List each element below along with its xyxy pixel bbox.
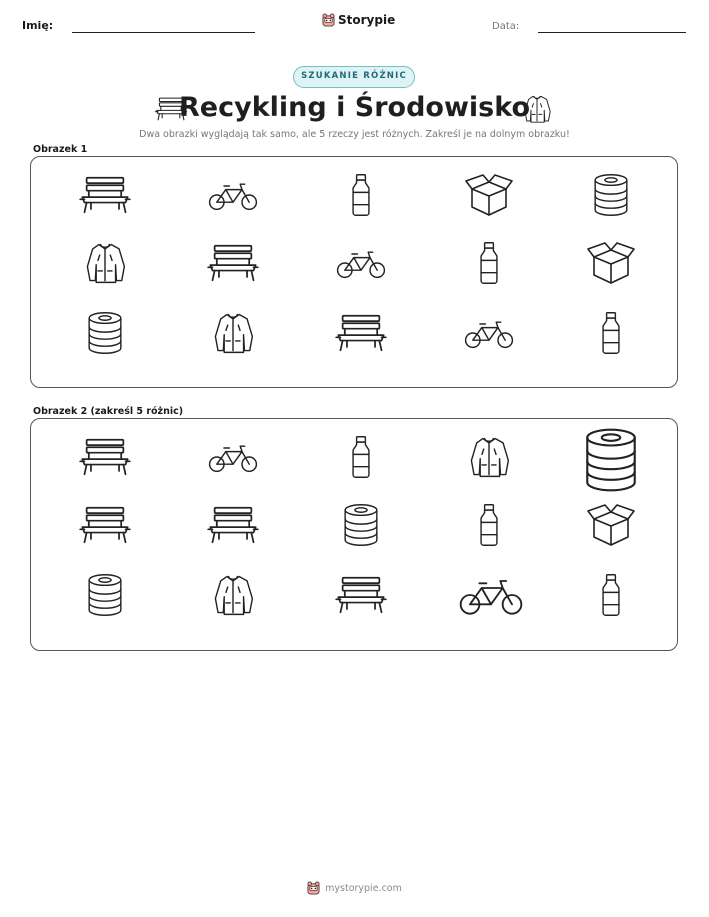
jacket-icon [520,94,554,124]
bicycle-icon[interactable] [456,571,526,619]
bench-icon [206,241,260,285]
bottle-icon [334,173,388,217]
bottle-icon [584,311,638,355]
footer [0,881,709,895]
footer-site[interactable]: mystorypie.com [325,882,402,894]
bench-icon[interactable] [78,503,132,547]
bicycle-icon[interactable] [206,435,260,479]
jacket-icon [78,241,132,285]
can-icon[interactable] [582,427,640,493]
date-field-line[interactable] [538,32,686,33]
bench-icon[interactable] [334,573,388,617]
can-icon [78,311,132,355]
brand-logo [322,13,395,27]
bench-icon [334,311,388,355]
bench-icon[interactable] [206,503,260,547]
name-field-line[interactable] [72,32,255,33]
bench-icon[interactable] [78,435,132,479]
jacket-icon [206,311,260,355]
bicycle-icon [206,173,260,217]
bicycle-icon [462,311,516,355]
can-icon[interactable] [334,503,388,547]
bicycle-icon [334,241,388,285]
picture-2-label: Obrazek 2 (zakreśl 5 różnic) [33,406,184,417]
bottle-icon[interactable] [462,503,516,547]
bottle-icon[interactable] [584,573,638,617]
bottle-icon [462,241,516,285]
storypie-mascot-icon [322,13,335,27]
worksheet-type-badge: SZUKANIE RÓŻNIC [293,66,415,88]
can-icon [584,173,638,217]
box-icon [462,173,516,217]
picture-2-panel[interactable] [30,418,678,651]
bottle-icon[interactable] [334,435,388,479]
can-icon[interactable] [78,573,132,617]
date-label: Data: [492,21,520,32]
picture-1-label: Obrazek 1 [33,144,88,155]
box-icon[interactable] [584,503,638,547]
name-label: Imię: [22,19,54,32]
jacket-icon[interactable] [206,573,260,617]
picture-1-panel [30,156,678,388]
storypie-mascot-icon [307,881,320,895]
bench-icon [78,173,132,217]
instructions-text: Dwa obrazki wyglądają tak samo, ale 5 rzeczy jest różnych. Zakreśl je na dolnym obrazku! [139,129,570,140]
jacket-icon[interactable] [462,435,516,479]
box-icon [584,241,638,285]
page-title: Recykling i Środowisko [178,92,530,123]
brand-name: Storypie [338,13,396,27]
